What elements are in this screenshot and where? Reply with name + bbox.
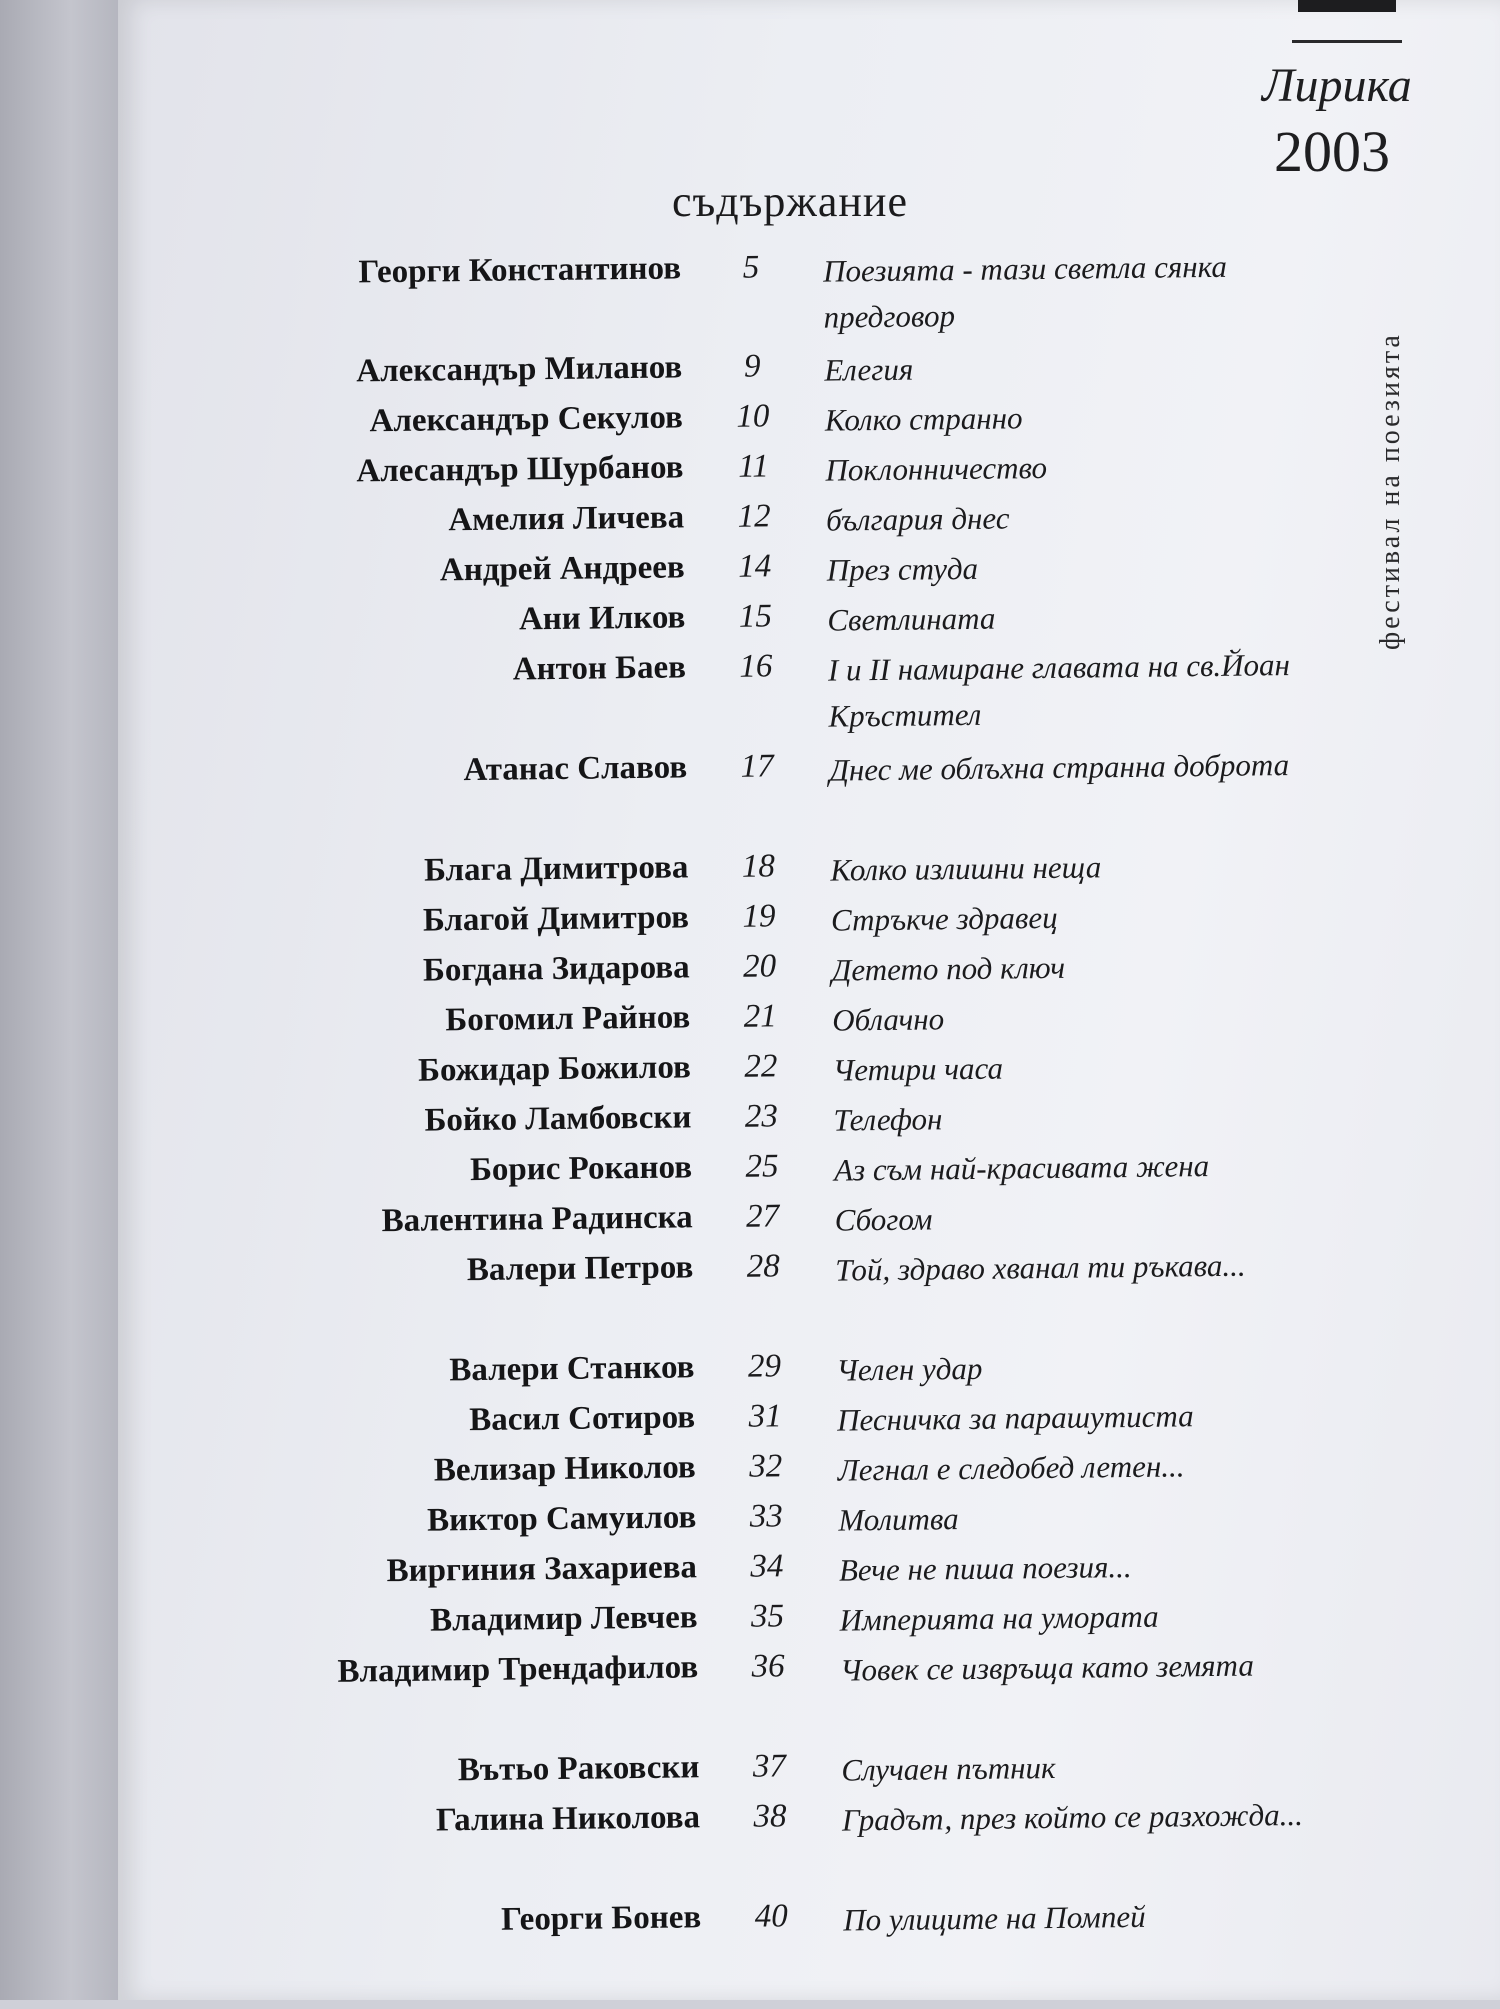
- entry-page: 36: [751, 1648, 785, 1685]
- entry-title: Случаен пътник: [841, 1749, 1056, 1788]
- entry-page: 11: [737, 448, 769, 485]
- entry-title: Елегия: [824, 351, 914, 388]
- entry-author: Васил Сотиров: [468, 1399, 696, 1439]
- entry-title: Детето под ключ: [831, 949, 1066, 988]
- entry-page: 38: [753, 1798, 787, 1835]
- entry-page: 32: [748, 1448, 783, 1485]
- entry-author: Андрей Андреев: [439, 549, 685, 589]
- toc-row: [6, 1489, 1500, 1539]
- entry-page: 37: [752, 1748, 787, 1785]
- entry-title: Градът, през който се разхожда...: [841, 1796, 1304, 1838]
- toc-row: [2, 1139, 1500, 1189]
- toc-row: [10, 1789, 1500, 1839]
- entry-author: Георги Бонев: [500, 1899, 702, 1938]
- entry-page: 27: [745, 1198, 780, 1235]
- entry-author: Богомил Райнов: [445, 999, 691, 1039]
- entry-page: 17: [740, 748, 774, 785]
- entry-author: Владимир Левчев: [429, 1599, 698, 1639]
- entry-author: Ани Илков: [518, 599, 686, 638]
- entry-page: 23: [744, 1098, 779, 1135]
- toc-row: [11, 1889, 1500, 1938]
- entry-author: Амелия Личева: [448, 499, 685, 539]
- entry-title: По улиците на Помпей: [843, 1898, 1146, 1938]
- entry-page: 14: [737, 548, 772, 585]
- entry-title: През студа: [826, 550, 979, 588]
- toc-row: [5, 1389, 1500, 1439]
- toc-row: [1, 1089, 1500, 1139]
- entry-page: 35: [750, 1598, 785, 1635]
- entry-title: Аз съм най-красивата жена: [833, 1148, 1210, 1188]
- toc-row: [8, 1639, 1500, 1690]
- entry-page: 19: [742, 898, 776, 935]
- entry-author: Алесандър Шурбанов: [356, 449, 684, 490]
- entry-title: Челен удар: [836, 1350, 983, 1388]
- journal-year: 2003: [1274, 119, 1390, 184]
- entry-author: Бойко Ламбовски: [424, 1099, 692, 1139]
- entry-author: Виргиния Захариева: [386, 1549, 698, 1590]
- toc-row: [3, 1239, 1500, 1289]
- journal-name: Лирика: [1262, 59, 1412, 112]
- entry-page: 16: [739, 648, 773, 685]
- entry-title: Песничка за парашутиста: [836, 1398, 1194, 1438]
- entry-page: 28: [746, 1248, 780, 1285]
- entry-page: 34: [750, 1548, 784, 1585]
- toc-row: [0, 540, 1494, 589]
- entry-title: Четири часа: [832, 1050, 1004, 1088]
- entry-title: Поклонничество: [825, 449, 1048, 488]
- entry-author: Благой Димитров: [422, 899, 690, 939]
- entry-page: 22: [744, 1048, 778, 1085]
- toc-row: [4, 1339, 1500, 1389]
- toc-row: [6, 1439, 1500, 1489]
- toc-row: [0, 590, 1495, 638]
- entry-author: Божидар Божилов: [417, 1049, 692, 1089]
- entry-page: 5: [742, 249, 760, 286]
- entry-title: Човек се извръща като земята: [839, 1647, 1255, 1688]
- entry-author: Александър Секулов: [369, 399, 684, 440]
- toc-row: [0, 241, 1491, 335]
- entry-title: Облачно: [832, 1001, 945, 1038]
- entry-title: Днес ме облъхна странна доброта: [828, 747, 1290, 788]
- toc-row: [0, 889, 1499, 939]
- entry-title: Сбогом: [834, 1201, 933, 1238]
- entry-author: Вътьо Раковски: [457, 1749, 700, 1789]
- entry-author: Виктор Самуилов: [426, 1499, 697, 1539]
- entry-author: Валентина Радинска: [381, 1199, 693, 1240]
- entry-title: I и II намиране главата на св.Йоан Кръстител: [827, 647, 1291, 734]
- toc-row: [0, 490, 1494, 539]
- toc-row: [0, 939, 1499, 989]
- entry-author: Валери Станков: [449, 1349, 695, 1389]
- entry-title: Поезията - тази светла сянка предговор: [822, 248, 1228, 335]
- toc-row: [1, 1039, 1500, 1089]
- toc-row: [7, 1539, 1500, 1590]
- toc-row: [0, 739, 1497, 789]
- entry-title: Вече не пиша поезия...: [838, 1549, 1132, 1588]
- toc-row: [9, 1739, 1500, 1789]
- entry-title: Легнал е следобед летен...: [837, 1448, 1185, 1488]
- toc-row: [0, 440, 1493, 490]
- entry-page: 15: [738, 598, 773, 635]
- entry-page: 20: [742, 948, 777, 985]
- entry-page: 12: [737, 498, 771, 535]
- toc-row: [0, 340, 1492, 390]
- entry-author: Велизар Николов: [433, 1449, 696, 1489]
- entry-author: Александър Миланов: [356, 349, 683, 390]
- entry-page: 33: [749, 1498, 784, 1535]
- toc-row: [2, 1189, 1500, 1240]
- entry-title: Империята на умората: [839, 1598, 1159, 1638]
- entry-author: Антон Баев: [512, 649, 687, 688]
- entry-page: 25: [745, 1148, 779, 1185]
- contents-heading: съдържание: [672, 177, 908, 226]
- entry-page: 29: [747, 1348, 782, 1385]
- toc-row: [0, 639, 1496, 734]
- entry-author: Георги Константинов: [358, 250, 682, 291]
- entry-page: 31: [748, 1398, 782, 1435]
- entry-author: Атанас Славов: [463, 749, 688, 789]
- entry-title: Молитва: [838, 1501, 959, 1538]
- entry-author: Валери Петров: [466, 1249, 694, 1289]
- entry-title: Колко излишни неща: [830, 849, 1102, 888]
- toc-row: [0, 390, 1493, 440]
- toc-row: [0, 839, 1498, 889]
- entry-page: 10: [736, 398, 770, 435]
- entry-author: Богдана Зидарова: [422, 949, 690, 989]
- entry-author: Галина Николова: [435, 1799, 701, 1839]
- toc-row: [0, 989, 1500, 1039]
- entry-title: Светлината: [827, 600, 996, 638]
- entry-title: Той, здраво хванал ти ръкава...: [835, 1247, 1246, 1288]
- entry-page: 40: [754, 1898, 788, 1935]
- entry-author: Владимир Трендафилов: [337, 1649, 699, 1690]
- entry-page: 9: [743, 348, 761, 385]
- entry-title: Колко странно: [824, 400, 1023, 438]
- entry-page: 21: [743, 998, 777, 1035]
- toc-row: [7, 1589, 1500, 1639]
- entry-author: Блага Димитрова: [423, 849, 689, 889]
- entry-author: Борис Роканов: [469, 1149, 693, 1189]
- entry-title: Телефон: [833, 1101, 943, 1138]
- entry-title: българия днес: [825, 500, 1010, 538]
- entry-title: Стръкче здравец: [830, 899, 1058, 938]
- entry-page: 18: [741, 848, 776, 885]
- festival-subtitle: фестивал на поезията: [1375, 332, 1406, 650]
